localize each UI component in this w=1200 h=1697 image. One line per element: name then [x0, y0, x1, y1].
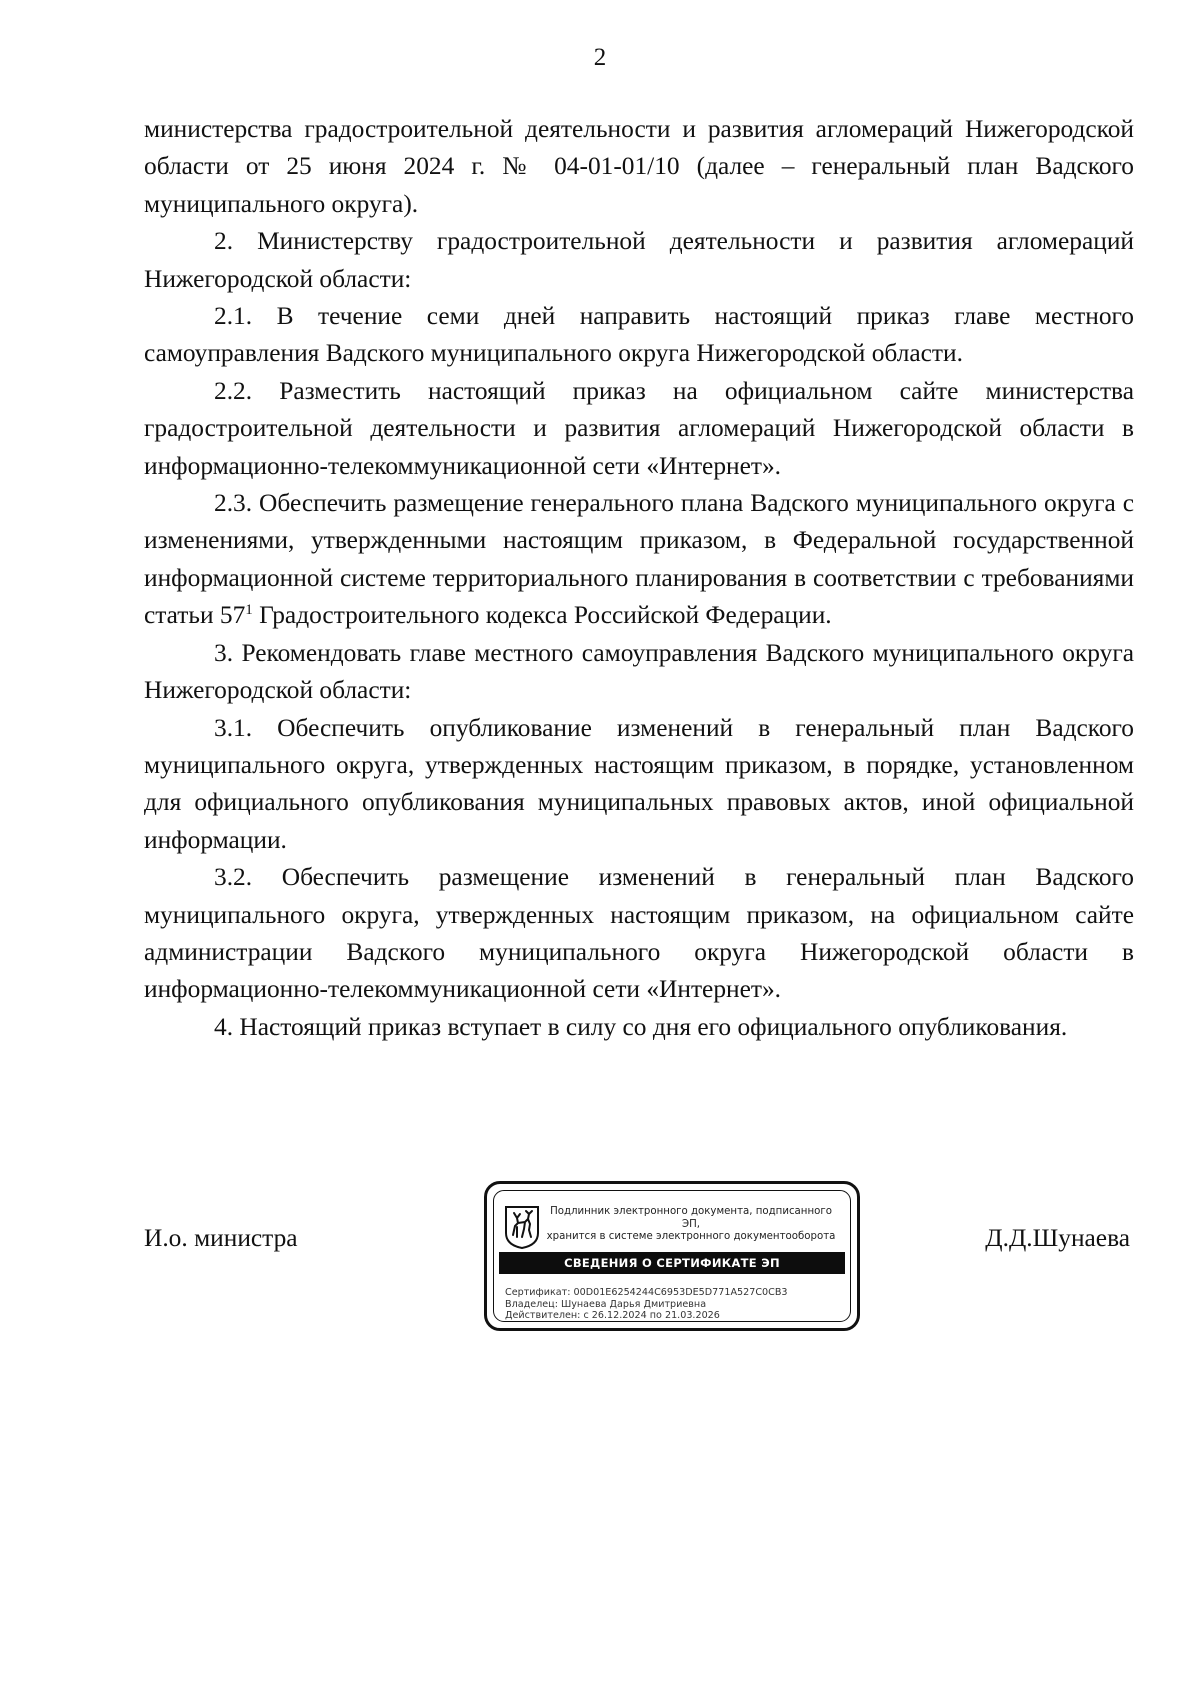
certificate-validity: Действителен: с 26.12.2024 по 21.03.2026 [505, 1310, 720, 1321]
paragraph-continuation: министерства градостроительной деятельности и развития агломераций Нижегородской области от 25 июня 2024 г. № 04-01-01/10 (далее – генеральный план Вадского муниципального округа). [144, 115, 1134, 218]
nizhny-novgorod-deer-emblem-icon [504, 1205, 540, 1249]
signatory-position: И.о. министра [144, 1224, 298, 1252]
paragraph-item-2-1: 2.1. В течение семи дней направить настоящий приказ главе местного самоуправления Вадского муниципального округа Нижегородской области. [144, 302, 1134, 368]
signatory-name: Д.Д.Шунаева [985, 1224, 1130, 1252]
stamp-header [543, 1206, 839, 1244]
paragraph-item-2-3-tail: Градостроительного кодекса Российской Федерации. [252, 601, 832, 630]
paragraph-item-2-3-text: 2.3. Обеспечить размещение генерального плана Вадского муниципального округа с изменениями, утвержденными настоящим приказом, в Федеральной государственной информационной системе территориального планирования в соответствии с требованиями статьи 57 [144, 489, 1134, 630]
paragraph-item-2-2: 2.2. Разместить настоящий приказ на официальном сайте министерства градостроительной деятельности и развития агломераций Нижегородской области в информационно-телекоммуникационной сети «Интернет». [144, 376, 1134, 480]
stamp-header-line-1: Подлинник электронного документа, подписанного ЭП, [550, 1206, 832, 1230]
stamp-certificate-bar: СВЕДЕНИЯ О СЕРТИФИКАТЕ ЭП [499, 1252, 845, 1274]
paragraph-item-4: 4. Настоящий приказ вступает в силу со дня его официального опубликования. [214, 1012, 1068, 1041]
paragraph-item-3-2: 3.2. Обеспечить размещение изменений в генеральный план Вадского муниципального округа, утвержденных настоящим приказом, на официальном сайте администрации Вадского муниципального округа Нижегородской области в информационно-телекоммуникационной сети «Интернет». [144, 863, 1134, 1004]
stamp-header-line-2: хранится в системе электронного документооборота [546, 1231, 836, 1242]
certificate-number: Сертификат: 00D01E6254244C6953DE5D771A527C0CB3 [505, 1287, 788, 1298]
paragraph-item-3: 3. Рекомендовать главе местного самоуправления Вадского муниципального округа Нижегородской области: [144, 638, 1134, 705]
electronic-signature-stamp [484, 1181, 860, 1331]
page-number: 2 [593, 44, 607, 71]
certificate-owner: Владелец: Шунаева Дарья Дмитриевна [505, 1298, 707, 1310]
paragraph-item-3-1: 3.1. Обеспечить опубликование изменений в генеральный план Вадского муниципального округа, утвержденных настоящим приказом, в порядке, установленном для официального опубликования муниципальных правовых актов, иной официальной информации. [144, 713, 1134, 854]
stamp-certificate-details [505, 1287, 835, 1322]
paragraph-item-2: 2. Министерству градостроительной деятельности и развития агломераций Нижегородской области: [144, 227, 1134, 293]
paragraph-item-2-3 [144, 485, 1134, 635]
article-superscript: 1 [245, 602, 253, 619]
document-body [144, 111, 1134, 1046]
